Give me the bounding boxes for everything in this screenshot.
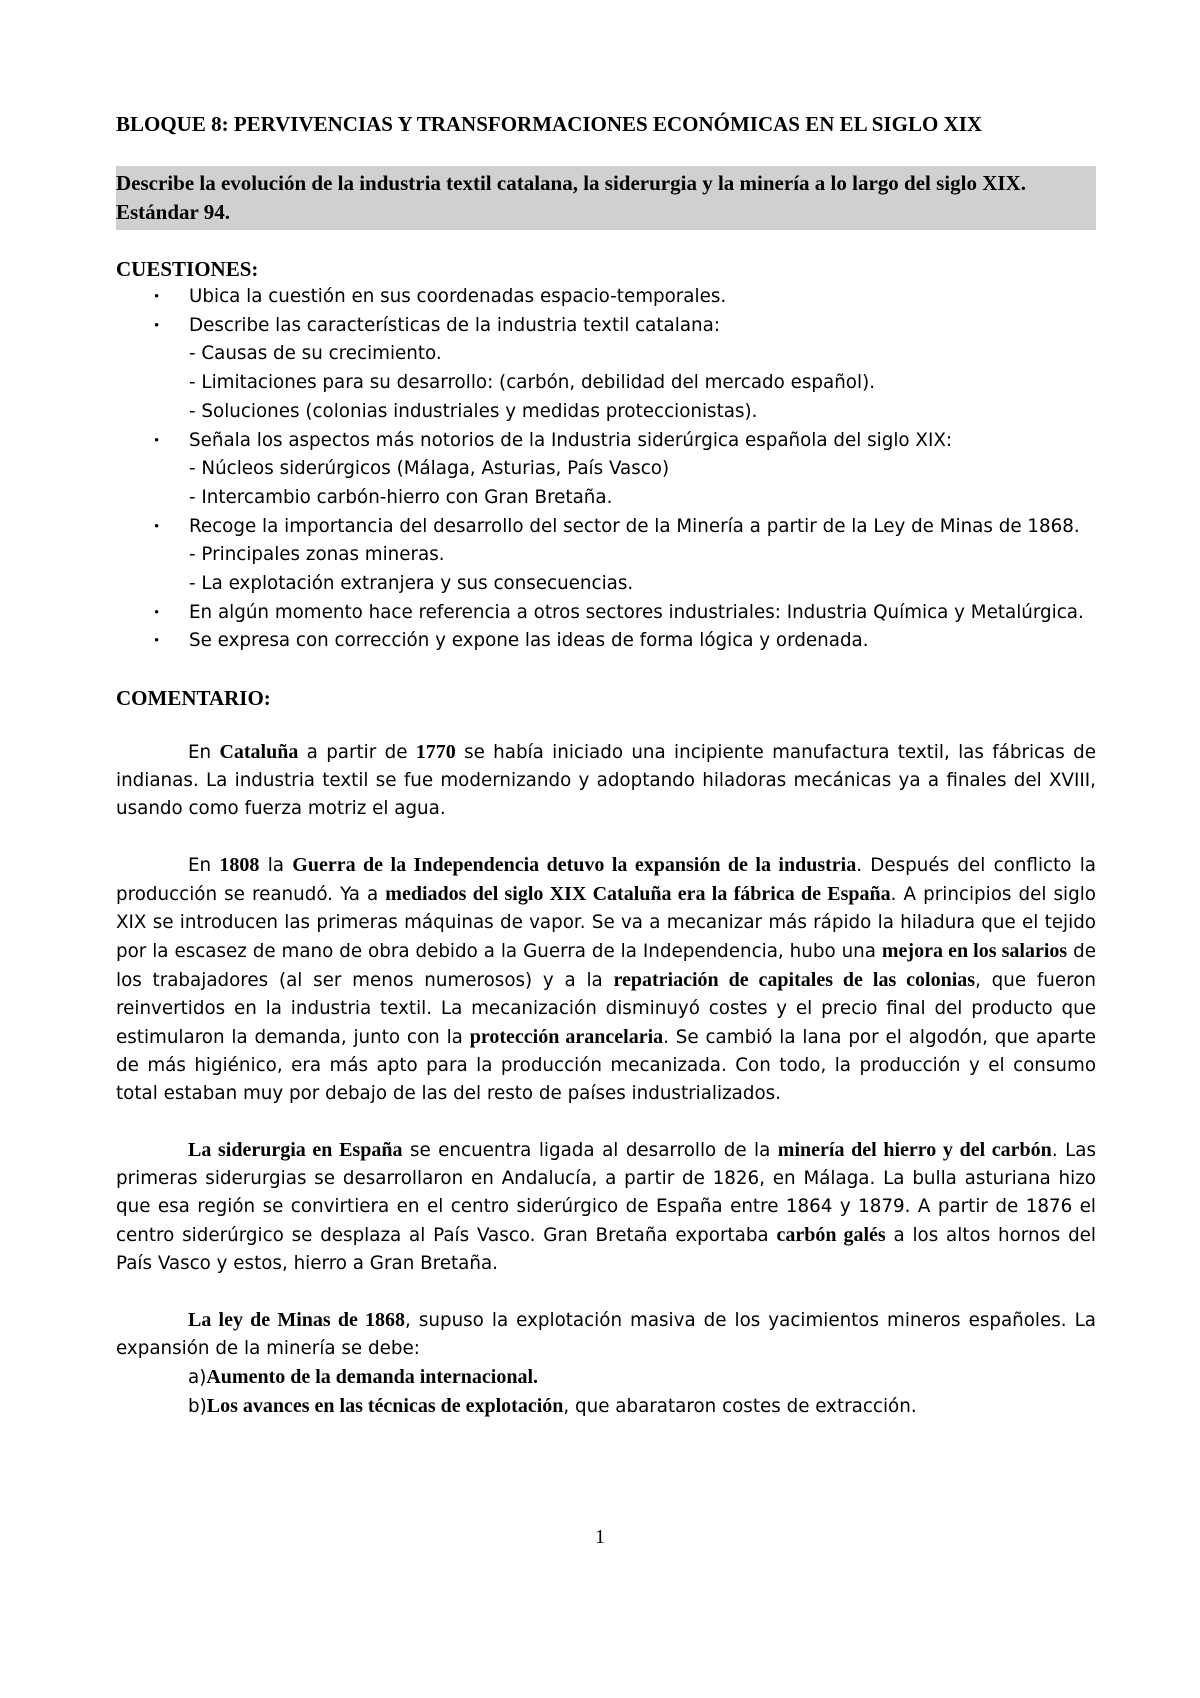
cuestion-subitem: - Núcleos siderúrgicos (Málaga, Asturias, País Vasco) <box>189 458 670 480</box>
text-run: se había iniciado una incipiente manufactura textil, las fábricas de indianas. La industria textil se fue modernizando y adoptando hiladoras mecánicas ya a finales del XVIII, usando como fuerza motriz el agua. <box>116 742 1096 820</box>
expansion-cause-item <box>188 1392 1096 1421</box>
cuestion-subitem: - Limitaciones para su desarrollo: (carbón, debilidad del mercado español). <box>189 372 876 394</box>
bold-run: carbón galés <box>776 1224 886 1247</box>
cuestion-text: Recoge la importancia del desarrollo del sector de la Minería a partir de la Ley de Minas de 1868. <box>189 515 1080 537</box>
bold-run: Cataluña <box>219 741 299 764</box>
cuestiones-list <box>116 283 1096 656</box>
item-bold-text: Los avances en las técnicas de explotación <box>206 1395 564 1418</box>
item-label: a) <box>188 1367 207 1389</box>
cuestion-item <box>116 599 1096 628</box>
document-title: BLOQUE 8: PERVIVENCIAS Y TRANSFORMACIONES ECONÓMICAS EN EL SIGLO XIX <box>116 112 983 136</box>
bullet-icon: • <box>154 289 160 305</box>
item-label: b) <box>188 1396 207 1418</box>
comentario-paragraph-3 <box>116 1136 1096 1278</box>
comentario-paragraph-2 <box>116 851 1096 1108</box>
cuestion-item <box>116 513 1096 599</box>
item-rest-text: , que abarataron costes de extracción. <box>563 1396 917 1418</box>
cuestion-subitem: - Causas de su crecimiento. <box>189 343 442 365</box>
cuestiones-section <box>116 255 1096 656</box>
comentario-paragraph-4 <box>116 1306 1096 1363</box>
text-run: . Después del conflicto la producción se reanudó. Ya a <box>116 855 1096 906</box>
item-bold-text: Aumento de la demanda internacional. <box>206 1366 539 1389</box>
cuestion-text: Describe las características de la industria textil catalana: <box>189 314 720 336</box>
standard-box: Describe la evolución de la industria textil catalana, la siderurgia y la minería a lo largo del siglo XIX. Estándar 94. <box>116 166 1096 230</box>
bullet-icon: • <box>154 432 160 449</box>
text-run: , que fueron reinvertidos en la industria textil. La mecanización disminuyó costes y el precio final del producto que estimularon la demanda, junto con la <box>116 970 1096 1049</box>
text-run: a partir de <box>298 742 416 764</box>
text-run: se encuentra ligada al desarrollo de la <box>402 1140 778 1162</box>
text-run: la <box>259 855 293 877</box>
cuestion-text: Se expresa con corrección y expone las ideas de forma lógica y ordenada. <box>189 630 869 652</box>
cuestiones-heading: CUESTIONES: <box>116 257 259 281</box>
text-run: de los trabajadores (al ser menos numerosos) y a la <box>116 941 1096 992</box>
comentario-heading: COMENTARIO: <box>116 686 271 711</box>
bullet-icon: • <box>154 633 160 650</box>
cuestion-item <box>116 312 1096 427</box>
bold-run: Guerra de la Independencia detuvo la expansión de la industria <box>292 854 857 877</box>
page-number: 1 <box>595 1526 605 1548</box>
bullet-icon: • <box>154 518 160 535</box>
expansion-causes-list <box>116 1363 1096 1421</box>
bullet-icon: • <box>154 317 160 334</box>
cuestion-subitem: - Principales zonas mineras. <box>189 544 445 566</box>
text-run: . Las primeras siderurgias se desarrollaron en Andalucía, a partir de 1826, en Málaga. La bulla asturiana hizo que esa región se convirtiera en el centro siderúrgico de España entre 1864 y 1879. A partir de 1876 el centro siderúrgico se desplaza al País Vasco. Gran Bretaña exportaba <box>116 1140 1097 1247</box>
bold-run: 1808 <box>219 854 260 877</box>
cuestion-text: Ubica la cuestión en sus coordenadas espacio-temporales. <box>189 286 727 307</box>
bold-run: minería del hierro y del carbón <box>777 1139 1052 1162</box>
text-run: , supuso la explotación masiva de los yacimientos mineros españoles. La expansión de la minería se debe: <box>116 1310 1096 1360</box>
comentario-paragraph-1 <box>116 738 1096 823</box>
cuestion-item <box>116 283 1096 312</box>
document-page <box>116 110 1096 1421</box>
text-run: . A principios del siglo XIX se introducen las primeras máquinas de vapor. Se va a mecanizar más rápido la hiladura que el tejido por la escasez de mano de obra debido a la Guerra de la Independencia, hubo una <box>116 884 1096 963</box>
bold-run: La ley de Minas de 1868 <box>188 1309 406 1332</box>
text-run: En <box>188 855 220 877</box>
cuestion-item <box>116 427 1096 513</box>
cuestion-item <box>116 627 1096 656</box>
cuestion-subitem: - La explotación extranjera y sus consecuencias. <box>189 573 634 595</box>
expansion-cause-item <box>188 1363 1096 1392</box>
cuestion-text: Señala los aspectos más notorios de la Industria siderúrgica española del siglo XIX: <box>189 429 953 451</box>
cuestion-subitem: - Intercambio carbón-hierro con Gran Bretaña. <box>189 486 613 508</box>
bold-run: protección arancelaria <box>469 1026 664 1049</box>
bold-run: repatriación de capitales de las colonias <box>613 969 976 992</box>
bold-run: La siderurgia en España <box>188 1139 403 1162</box>
text-run: En <box>188 742 220 764</box>
bold-run: mediados del siglo XIX Cataluña era la fábrica de España <box>385 883 891 906</box>
bold-run: 1770 <box>415 741 456 764</box>
cuestion-subitem: - Soluciones (colonias industriales y medidas proteccionistas). <box>189 400 758 422</box>
bold-run: mejora en los salarios <box>881 940 1068 963</box>
bullet-icon: • <box>154 604 160 621</box>
text-run: . Se cambió la lana por el algodón, que aparte de más higiénico, era más apto para la producción mecanizada. Con todo, la producción y el consumo total estaban muy por debajo de las del resto de países industrializados. <box>116 1027 1096 1105</box>
cuestion-text: En algún momento hace referencia a otros sectores industriales: Industria Química y Metalúrgica. <box>189 601 1084 623</box>
text-run: a los altos hornos del País Vasco y estos, hierro a Gran Bretaña. <box>116 1225 1097 1275</box>
